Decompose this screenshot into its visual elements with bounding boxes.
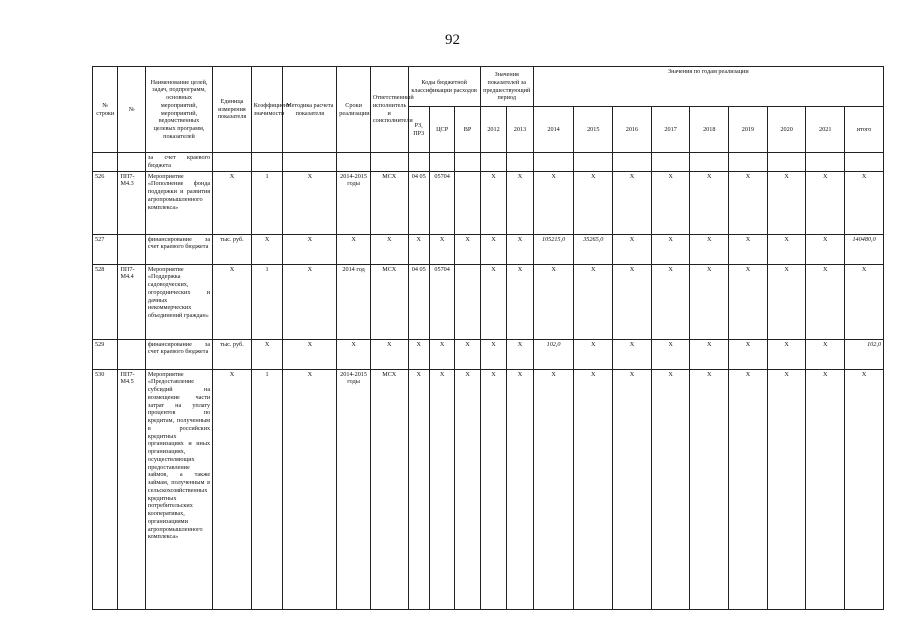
row-code (118, 234, 145, 264)
row-coef: 1 (251, 264, 283, 339)
row-2015: X (574, 171, 613, 234)
row-name: Мероприятие «Предоставление субсидий на возмещение части затрат на уплату процентов по кредитам, полученным в российских кредитных организациях и иных организациях, осуществляющих предоставление займов, а также займам, полученным в сельскохозяйственных кредитных потребительских кооперативах, организациями агропромышленного комплекса» (145, 369, 212, 609)
row-2014: X (533, 171, 574, 234)
row-2012: X (480, 339, 506, 369)
row-unit: тыс. руб. (213, 234, 252, 264)
row-2018: X (690, 369, 729, 609)
row-name: финансирование за счет краевого бюджета (145, 234, 212, 264)
row-responsible: МСХ (370, 369, 408, 609)
row-2018: X (690, 171, 729, 234)
col-2020: 2020 (767, 107, 806, 153)
row-2016: X (613, 264, 652, 339)
row-2019: X (729, 339, 768, 369)
row-2015: X (574, 369, 613, 609)
row-terms: X (337, 234, 371, 264)
row-number: 526 (93, 171, 118, 234)
col-vr: ВР (455, 107, 480, 153)
row-2019: X (729, 234, 768, 264)
page-number: 92 (445, 32, 460, 48)
row-responsible: X (370, 234, 408, 264)
row-csr: X (429, 369, 454, 609)
row-unit: тыс. руб. (213, 339, 252, 369)
row-2014: 105215,0 (533, 234, 574, 264)
row-2016: X (613, 234, 652, 264)
table-row (93, 234, 884, 264)
row-terms: 2014-2015 годы (337, 171, 371, 234)
row-2020: X (767, 171, 806, 234)
row-method: X (283, 339, 337, 369)
row-coef: 1 (251, 171, 283, 234)
col-previous-period: Значения показателей за предшествующий период (480, 67, 533, 107)
col-2016: 2016 (613, 107, 652, 153)
row-2016: X (613, 171, 652, 234)
row-name: Мероприятие «Поддержка садоводческих, огороднических и дачных некоммерческих объединений граждан» (145, 264, 212, 339)
row-2019: X (729, 369, 768, 609)
col-number: № (118, 67, 145, 153)
row-2014: X (533, 369, 574, 609)
row-code: ПП7-М4.4 (118, 264, 145, 339)
row-2019: X (729, 264, 768, 339)
col-terms: Сроки реализации (337, 67, 371, 153)
row-responsible: МСХ (370, 171, 408, 234)
row-number: 530 (93, 369, 118, 609)
table-row (93, 171, 884, 234)
row-rz: 04 05 (408, 264, 429, 339)
row-number: 527 (93, 234, 118, 264)
row-2012: X (480, 264, 506, 339)
col-row-number: № строки (93, 67, 118, 153)
row-2020: X (767, 339, 806, 369)
row-responsible: X (370, 339, 408, 369)
col-total: итого (845, 107, 884, 153)
row-terms: 2014-2015 годы (337, 369, 371, 609)
row-2015: X (574, 264, 613, 339)
row-2013: X (507, 234, 533, 264)
row-unit: X (213, 264, 252, 339)
row-csr: X (429, 234, 454, 264)
col-csr: ЦСР (429, 107, 454, 153)
indicators-table (92, 66, 884, 610)
row-2016: X (613, 369, 652, 609)
row-2021: X (806, 234, 845, 264)
row-2014: 102,0 (533, 339, 574, 369)
header-row-1 (93, 67, 884, 107)
carry-over-text: за счет краевого бюджета (145, 153, 212, 172)
row-coef: X (251, 234, 283, 264)
row-2019: X (729, 171, 768, 234)
table-row (93, 369, 884, 609)
row-2021: X (806, 264, 845, 339)
row-rz: X (408, 234, 429, 264)
table-row (93, 264, 884, 339)
col-budget-codes: Коды бюджетной классификации расходов (408, 67, 480, 107)
row-2020: X (767, 264, 806, 339)
row-unit: X (213, 171, 252, 234)
row-vr (455, 171, 480, 234)
row-2013: X (507, 369, 533, 609)
row-method: X (283, 171, 337, 234)
row-method: X (283, 369, 337, 609)
row-2013: X (507, 339, 533, 369)
row-code (118, 339, 145, 369)
row-vr: X (455, 369, 480, 609)
col-coef: Коэффициент значимости (251, 67, 283, 153)
row-unit: X (213, 369, 252, 609)
row-code: ПП7-М4.5 (118, 369, 145, 609)
row-2012: X (480, 234, 506, 264)
row-2020: X (767, 369, 806, 609)
row-2018: X (690, 339, 729, 369)
row-2015: 35265,0 (574, 234, 613, 264)
col-method: Методика расчета показателя (283, 67, 337, 153)
row-2016: X (613, 339, 652, 369)
row-rz: 04 05 (408, 171, 429, 234)
row-2020: X (767, 234, 806, 264)
col-2014: 2014 (533, 107, 574, 153)
row-total: X (845, 369, 884, 609)
col-2012: 2012 (480, 107, 506, 153)
row-name: Мероприятие «Пополнение фонда поддержки и развития агропромышленного комплекса» (145, 171, 212, 234)
row-2021: X (806, 171, 845, 234)
row-number: 529 (93, 339, 118, 369)
col-2013: 2013 (507, 107, 533, 153)
col-unit: Единица измерения показателя (213, 67, 252, 153)
row-total: 140480,0 (845, 234, 884, 264)
col-name: Наименование целей, задач, подпрограмм, основных мероприятий, мероприятий, ведомственных целевых программ, показателей (145, 67, 212, 153)
row-method: X (283, 234, 337, 264)
row-coef: X (251, 339, 283, 369)
col-2015: 2015 (574, 107, 613, 153)
row-2021: X (806, 369, 845, 609)
row-2012: X (480, 369, 506, 609)
row-method: X (283, 264, 337, 339)
row-csr: 05704 (429, 171, 454, 234)
row-2015: X (574, 339, 613, 369)
row-2018: X (690, 264, 729, 339)
row-vr: X (455, 339, 480, 369)
row-csr: X (429, 339, 454, 369)
table-row (93, 339, 884, 369)
row-2014: X (533, 264, 574, 339)
row-2017: X (651, 339, 690, 369)
row-2017: X (651, 264, 690, 339)
row-2012: X (480, 171, 506, 234)
row-2017: X (651, 234, 690, 264)
row-terms: 2014 год (337, 264, 371, 339)
row-csr: 05704 (429, 264, 454, 339)
row-terms: X (337, 339, 371, 369)
row-vr (455, 264, 480, 339)
row-coef: 1 (251, 369, 283, 609)
row-2013: X (507, 171, 533, 234)
col-2021: 2021 (806, 107, 845, 153)
row-rz: X (408, 369, 429, 609)
row-code: ПП7-М4.3 (118, 171, 145, 234)
row-number: 528 (93, 264, 118, 339)
row-2013: X (507, 264, 533, 339)
row-2017: X (651, 369, 690, 609)
row-vr: X (455, 234, 480, 264)
col-responsible: Ответственный исполнитель и соисполнители (370, 67, 408, 153)
col-2018: 2018 (690, 107, 729, 153)
carry-over-row (93, 153, 884, 172)
row-rz: X (408, 339, 429, 369)
row-total: 102,0 (845, 339, 884, 369)
col-rz: РЗ, ПР3 (408, 107, 429, 153)
row-2021: X (806, 339, 845, 369)
row-2017: X (651, 171, 690, 234)
row-name: финансирование за счет краевого бюджета (145, 339, 212, 369)
row-total: X (845, 171, 884, 234)
row-2018: X (690, 234, 729, 264)
row-responsible: МСХ (370, 264, 408, 339)
col-2017: 2017 (651, 107, 690, 153)
row-total: X (845, 264, 884, 339)
col-by-years: Значения по годам реализации (533, 67, 883, 107)
col-2019: 2019 (729, 107, 768, 153)
